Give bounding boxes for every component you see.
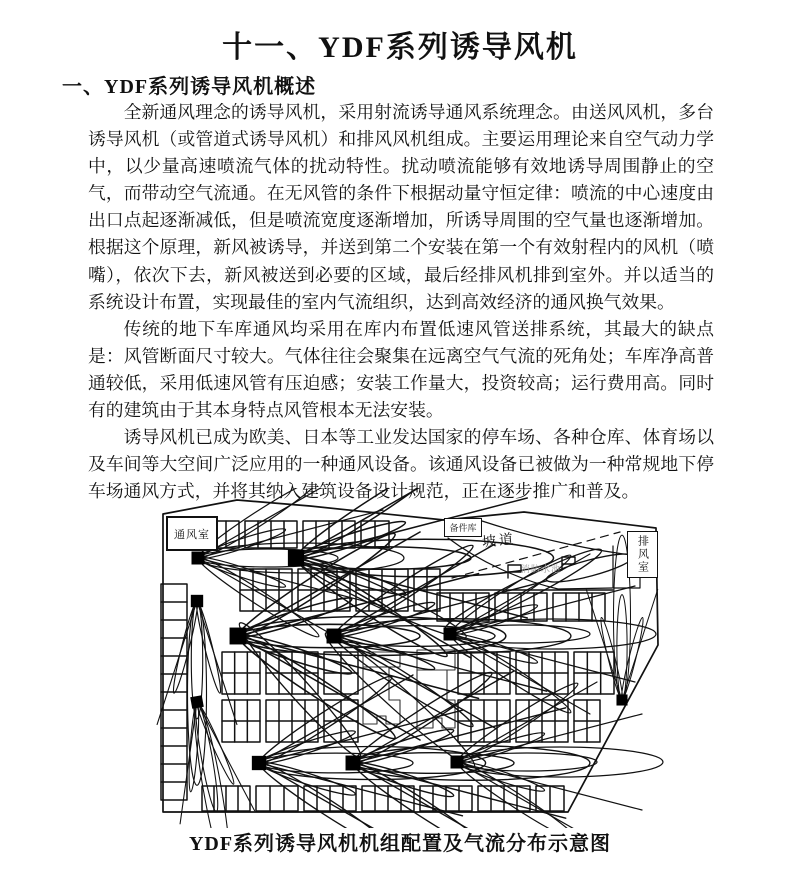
section-heading: 一、YDF系列诱导风机概述 [62, 76, 317, 98]
label-fire-pool: 消防水池 [521, 564, 562, 574]
paragraph-3: 诱导风机已成为欧美、日本等工业发达国家的停车场、各种仓库、体育场以及车间等大空间广泛应用的一种通风设备。该通风设备已被做为一种常规地下停车场通风方式，并将其纳入建筑设备设计规范，正在逐步推广和普及。 [88, 427, 714, 502]
figure-diagram [0, 488, 800, 828]
paragraph-1: 全新通风理念的诱导风机，采用射流诱导通风系统理念。由送风风机，多台诱导风机（或管道式诱导风机）和排风风机组成。主要运用理论来自空气动力学中，以少量高速喷流气体的扰动特性。扰动喷流能够有效地诱导周围静止的空气，而带动空气流通。在无风管的条件下根据动量守恒定律：喷流的中心速度由出口点起逐渐减低，但是喷流宽度逐渐增加，所诱导周围的空气量也逐渐增加。根据这个原理，新风被诱导，并送到第二个安装在第一个有效射程内的风机（喷嘴），依次下去，新风被送到必要的区域，最后经排风机排到室外。并以适当的系统设计布置，实现最佳的室内气流组织，达到高效经济的通风换气效果。 [88, 102, 714, 312]
garage-plan-drawing [140, 488, 680, 828]
label-ramp: 坡道 [481, 532, 517, 551]
label-exhaust-room: 排风室 [627, 531, 658, 578]
label-supply-room: 通风室 [166, 516, 218, 551]
page-title: 十一、YDF系列诱导风机 [222, 31, 578, 64]
body-text [88, 99, 714, 505]
label-spare-parts-room: 备件库 [444, 518, 482, 537]
paragraph-2: 传统的地下车库通风均采用在库内布置低速风管送排系统，其最大的缺点是：风管断面尺寸较大。气体往往会聚集在远离空气气流的死角处；车库净高普通较低，采用低速风管有压迫感；安装工作量大，投资较高；运行费用高。同时有的建筑由于其本身特点风管根本无法安装。 [88, 318, 714, 421]
figure-caption: YDF系列诱导风机机组配置及气流分布示意图 [188, 833, 612, 855]
